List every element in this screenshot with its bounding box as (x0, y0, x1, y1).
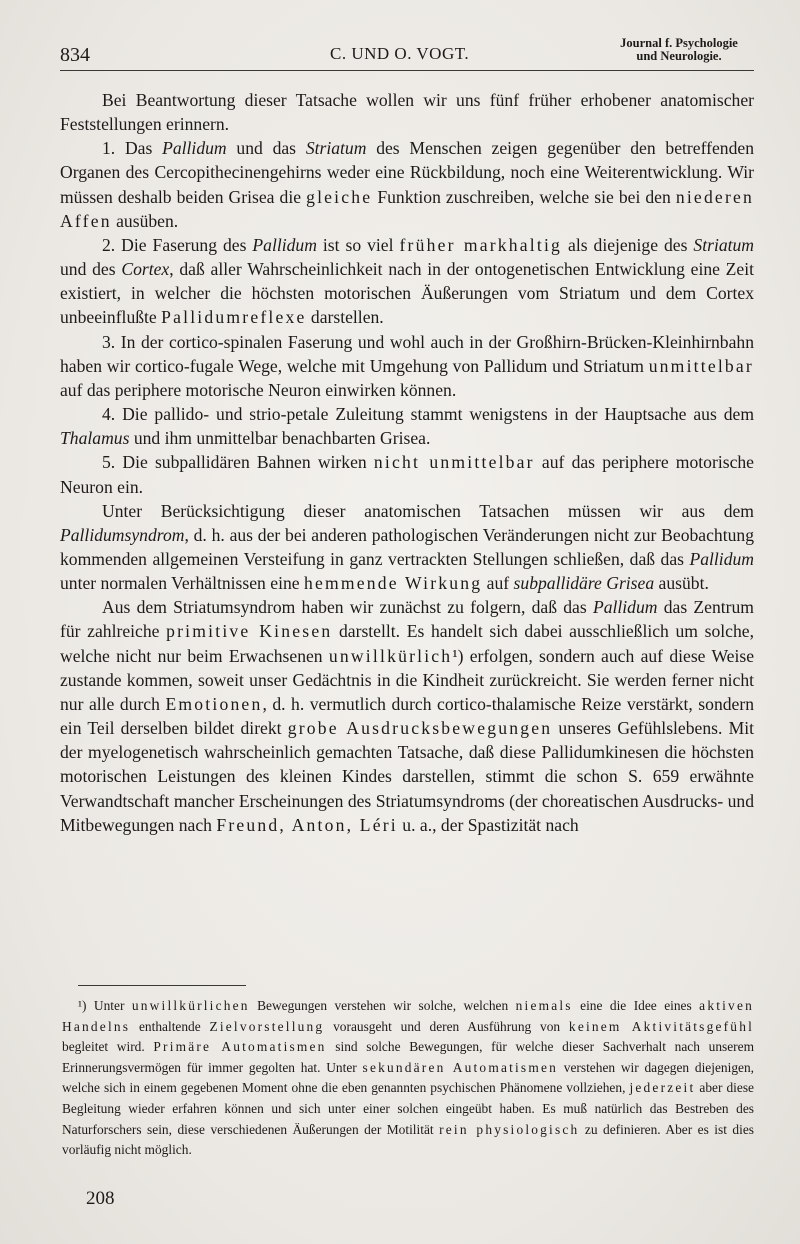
text-run: des Menschen zeigen gegenüber den betreffenden Organen des Cercopithecinengehirns weder eine Rückbildung, noch eine Weiterentwicklung. Wir müssen deshalb beiden Grisea die (60, 138, 754, 207)
text-run: ¹) Unter (78, 998, 132, 1013)
page-header (60, 36, 754, 70)
text-run: , d. h. aus der bei anderen pathologischen Veränderungen nicht zur Beobachtung kommenden allgemeinen Versteifung in ganz vertrackten Stellungen schließen, daß das (60, 524, 754, 569)
text-run: unter normalen Verhältnissen eine (60, 573, 304, 594)
text-run: 3. In der cortico-spinalen Faserung und wohl auch in der Großhirn-Brücken-Kleinhirnbahn haben wir cortico-fugale Wege, welche mit Umgehung von Pallidum und Striatum (60, 331, 754, 376)
header-rule (60, 70, 754, 71)
text-run: eine die Idee eines (572, 998, 700, 1013)
text-run: aber diese Begleitung wieder erfahren können und sich unter einer solchen eingeübt haben. Es muß natürlich das Bestreben des Naturforschers sein, diese verschiedenen Äußerungen der Motilität (62, 1080, 754, 1137)
spaced-emphasis: niemals (515, 998, 573, 1013)
journal-title-line-2: und Neurologie. (636, 49, 722, 63)
text-run: Bei Beantwortung dieser Tatsache wollen wir uns fünf früher erhobener anatomischer Feststellungen erinnern. (60, 90, 754, 135)
spaced-emphasis: jederzeit (629, 1080, 696, 1096)
text-run: darstellen. (306, 307, 384, 328)
spaced-emphasis: Primäre Automatismen (153, 1039, 327, 1055)
spaced-emphasis: Zielvorstellung (209, 1018, 325, 1034)
italic-term: Pallidum (592, 597, 658, 618)
text-run: das Zentrum für zahlreiche (60, 597, 754, 642)
text-run: Funktion zuschreiben, welche sie bei den (372, 186, 676, 207)
text-run: 1. Das (102, 138, 163, 159)
spaced-emphasis: primitive Kinesen (166, 621, 333, 642)
text-run: unseres Gefühlslebens. Mit der myelogenetisch wahrscheinlich gemachten Tatsache, daß diese Pallidumkinesen die höchsten motorischen Leistungen des kleinen Kindes darstellen, stimmt die schon S. 659 erwähnte Verwandtschaft mancher Erscheinungen des Striatumsyndroms (der choreatischen Ausdrucks- und Mitbewegungen nach (60, 718, 754, 835)
spaced-emphasis: sekundären Automatismen (362, 1059, 558, 1075)
text-run: enthaltende (130, 1018, 210, 1034)
italic-term: Pallidumsyndrom (60, 524, 185, 545)
paragraph (60, 88, 754, 136)
text-run: und des (60, 259, 122, 280)
page-number: 834 (60, 44, 90, 66)
footnote (62, 996, 754, 1161)
italic-term: Striatum (305, 138, 367, 159)
spaced-emphasis: niederen Affen (60, 186, 755, 231)
spaced-emphasis: aktiven Handelns (62, 998, 754, 1034)
italic-term: Thalamus (60, 428, 130, 449)
italic-term: Pallidum (252, 234, 317, 255)
text-run: 5. Die subpallidären Bahnen wirken (102, 452, 374, 473)
footnote-text (62, 996, 754, 1161)
text-run: begleitet wird. (62, 1039, 154, 1055)
italic-term: subpallidäre Grisea (513, 573, 655, 594)
text-run: ist so viel (316, 234, 400, 255)
text-run: auf (482, 573, 514, 594)
journal-title-line-1: Journal f. Psychologie (620, 36, 738, 50)
signature-mark: 208 (86, 1188, 115, 1209)
spaced-emphasis: hemmende Wirkung (303, 573, 483, 594)
text-run: vorausgeht und deren Ausführung von (324, 1018, 569, 1034)
italic-term: Cortex (121, 259, 170, 280)
text-run: und ihm unmittelbar benachbarten Grisea. (129, 428, 431, 449)
paragraph (60, 330, 754, 402)
paragraph (60, 499, 754, 596)
text-run: Bewegungen verstehen wir solche, welchen (249, 998, 516, 1013)
spaced-emphasis: nicht unmittelbar (373, 452, 535, 473)
main-text (60, 88, 754, 837)
spaced-emphasis: Emotionen (165, 693, 263, 714)
spaced-emphasis: unwillkürlich (328, 645, 453, 666)
text-run: auf das periphere motorische Neuron einwirken können. (60, 379, 457, 400)
text-run: und das (226, 138, 306, 159)
footnote-rule (78, 985, 246, 986)
text-run: darstellt. Es handelt sich dabei ausschließlich um solche, welche nicht nur beim Erwachsenen (60, 621, 754, 666)
text-run: ausüben. (111, 210, 179, 231)
paragraph (60, 136, 754, 233)
spaced-emphasis: Freund, Anton, Léri (216, 814, 398, 835)
paragraph (60, 450, 754, 498)
journal-title (604, 37, 754, 63)
text-run: , d. h. vermutlich durch cortico-thalamische Reize verstärkt, sondern ein Teil derselben bildet direkt (60, 693, 755, 739)
italic-term: Pallidum (689, 548, 754, 569)
text-run: als diejenige des (562, 234, 694, 255)
running-title: C. UND O. VOGT. (330, 44, 470, 63)
spaced-emphasis: unmittelbar (648, 355, 754, 376)
text-run: sind solche Bewegungen, für welche dieser Sachverhalt nach unserem Erinnerungsvermögen für immer gegolten hat. Unter (62, 1039, 754, 1075)
text-run: ¹) erfolgen, sondern auch auf diese Weise zustande kommen, soweit unser Gedächtnis in die Kindheit zurückreicht. Sie werden ferner nicht nur alle durch (60, 645, 755, 714)
spaced-emphasis: grobe Ausdrucksbewegungen (287, 718, 553, 739)
spaced-emphasis: keinem Aktivitätsgefühl (568, 1018, 755, 1034)
text-run: 2. Die Faserung des (102, 234, 253, 255)
text-run: Unter Berücksichtigung dieser anatomischen Tatsachen müssen wir aus dem (102, 500, 754, 521)
text-run: u. a., der Spastizität nach (397, 814, 579, 835)
paragraph (60, 233, 754, 330)
text-run: ausübt. (654, 573, 709, 594)
italic-term: Pallidum (162, 138, 227, 159)
spaced-emphasis: früher markhaltig (399, 234, 563, 255)
paragraph (60, 595, 754, 837)
spaced-emphasis: unwillkürlichen (131, 998, 250, 1013)
text-run: 4. Die pallido- und strio-petale Zuleitung stammt wenigstens in der Hauptsache aus dem (102, 404, 754, 425)
text-run: verstehen wir dagegen diejenigen, welche sich in einem gegebenen Moment ohne die eben genannten psychischen Phänomene vollziehen, (62, 1059, 754, 1096)
paragraph (60, 402, 754, 450)
spaced-emphasis: gleiche (306, 186, 373, 207)
spaced-emphasis: rein physiologisch (439, 1121, 580, 1137)
text-run: , daß aller Wahrscheinlichkeit nach in der ontogenetischen Entwicklung eine Zeit existiert, in welcher die höchsten motorischen Äußerungen vom Striatum und dem Cortex unbeeinflußte (60, 259, 755, 328)
spaced-emphasis: Pallidumreflexe (161, 307, 307, 328)
italic-term: Striatum (693, 234, 755, 255)
text-run: Aus dem Striatumsyndrom haben wir zunächst zu folgern, daß das (102, 597, 593, 618)
text-run: zu definieren. Aber es ist dies vorläufig nicht möglich. (62, 1121, 754, 1158)
text-run: auf das periphere motorische Neuron ein. (60, 452, 754, 497)
